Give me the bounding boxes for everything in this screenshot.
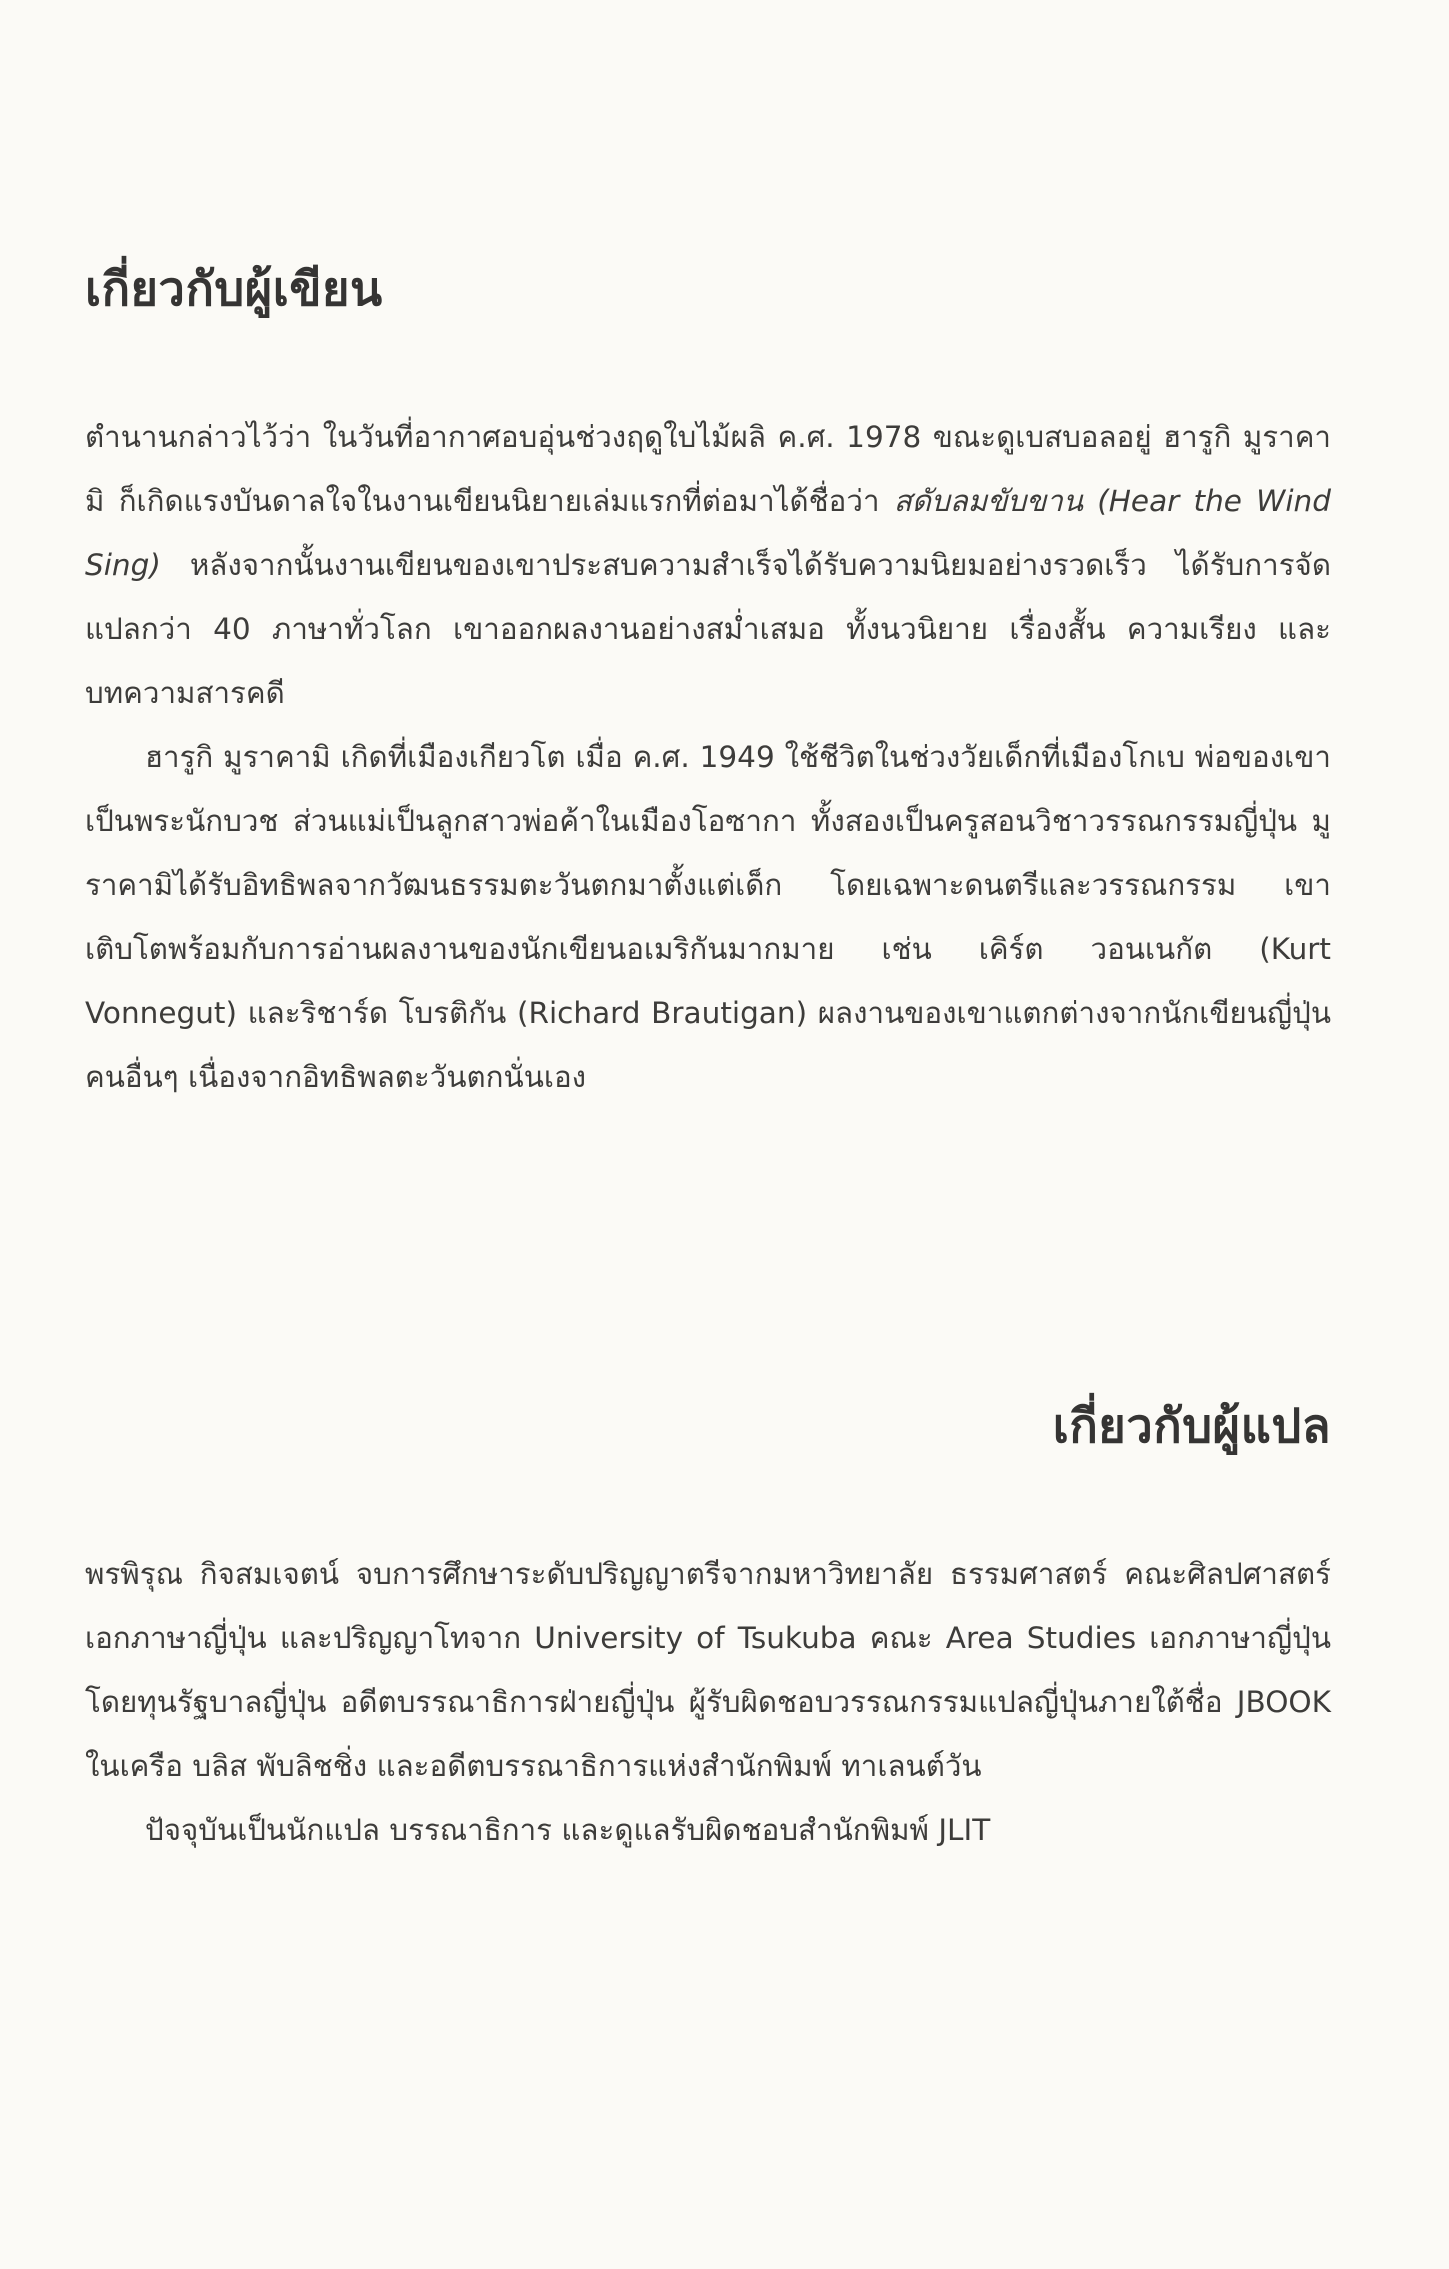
author-paragraph-2: ฮารูกิ มูราคามิ เกิดที่เมืองเกียวโต เมื่อ ค.ศ. 1949 ใช้ชีวิตในช่วงวัยเด็กที่เมืองโกเบ พ่อของเขาเป็นพระนักบวช ส่วนแม่เป็นลูกสาวพ่อค้าในเมืองโอซากา ทั้งสองเป็นครูสอนวิชาวรรณกรรมญี่ปุ่น มูราคามิได้รับอิทธิพลจากวัฒนธรรมตะวันตกมาตั้งแต่เด็ก โดยเฉพาะดนตรีและวรรณกรรม เขาเติบโตพร้อมกับการอ่านผลงานของนักเขียนอเมริกันมากมาย เช่น เคิร์ต วอนเนกัต (Kurt Vonnegut) และริชาร์ด โบรติกัน (Richard Brautigan) ผลงานของเขาแตกต่างจากนักเขียนญี่ปุ่นคนอื่นๆ เนื่องจากอิทธิพลตะวันตกนั่นเอง bbox=[85, 740, 1331, 1094]
about-author-body bbox=[85, 405, 1331, 1109]
translator-paragraph-1: พรพิรุณ กิจสมเจตน์ จบการศึกษาระดับปริญญาตรีจากมหาวิทยาลัย ธรรมศาสตร์ คณะศิลปศาสตร์ เอกภาษาญี่ปุ่น และปริญญาโทจาก University of Tsukuba คณะ Area Studies เอกภาษาญี่ปุ่น โดยทุนรัฐบาลญี่ปุ่น อดีตบรรณาธิการฝ่ายญี่ปุ่น ผู้รับผิดชอบวรรณกรรมแปลญี่ปุ่นภายใต้ชื่อ JBOOK ในเครือ บลิส พับลิชชิ่ง และอดีตบรรณาธิการแห่งสำนักพิมพ์ ทาเลนต์วัน bbox=[85, 1557, 1331, 1783]
book-title-thai: สดับลมขับขาน bbox=[893, 484, 1083, 518]
author-paragraph-1-rest: หลังจากนั้นงานเขียนของเขาประสบความสำเร็จได้รับความนิยมอย่างรวดเร็ว ได้รับการจัดแปลกว่า 40 ภาษาทั่วโลก เขาออกผลงานอย่างสม่ำเสมอ ทั้งนวนิยาย เรื่องสั้น ความเรียง และบทความสารคดี bbox=[85, 548, 1331, 710]
author-paragraph-1-intro: ตำนานกล่าวไว้ว่า ในวันที่อากาศอบอุ่นช่วงฤดูใบไม้ผลิ ค.ศ. 1978 ขณะดูเบสบอลอยู่ ฮารูกิ มูราคามิ ก็เกิดแรงบันดาลใจในงานเขียนนิยายเล่มแรกที่ต่อมาได้ชื่อว่า bbox=[85, 420, 1331, 518]
about-author-section bbox=[85, 258, 1331, 1109]
about-translator-section bbox=[85, 1395, 1331, 1862]
about-translator-heading: เกี่ยวกับผู้แปล bbox=[1052, 1399, 1331, 1454]
about-translator-body bbox=[85, 1542, 1331, 1862]
translator-paragraph-2: ปัจจุบันเป็นนักแปล บรรณาธิการ และดูแลรับผิดชอบสำนักพิมพ์ JLIT bbox=[145, 1813, 991, 1847]
author-paragraph-1 bbox=[85, 405, 1331, 725]
about-author-heading: เกี่ยวกับผู้เขียน bbox=[85, 262, 383, 317]
book-title-english: (Hear the Wind Sing) bbox=[85, 484, 1331, 582]
